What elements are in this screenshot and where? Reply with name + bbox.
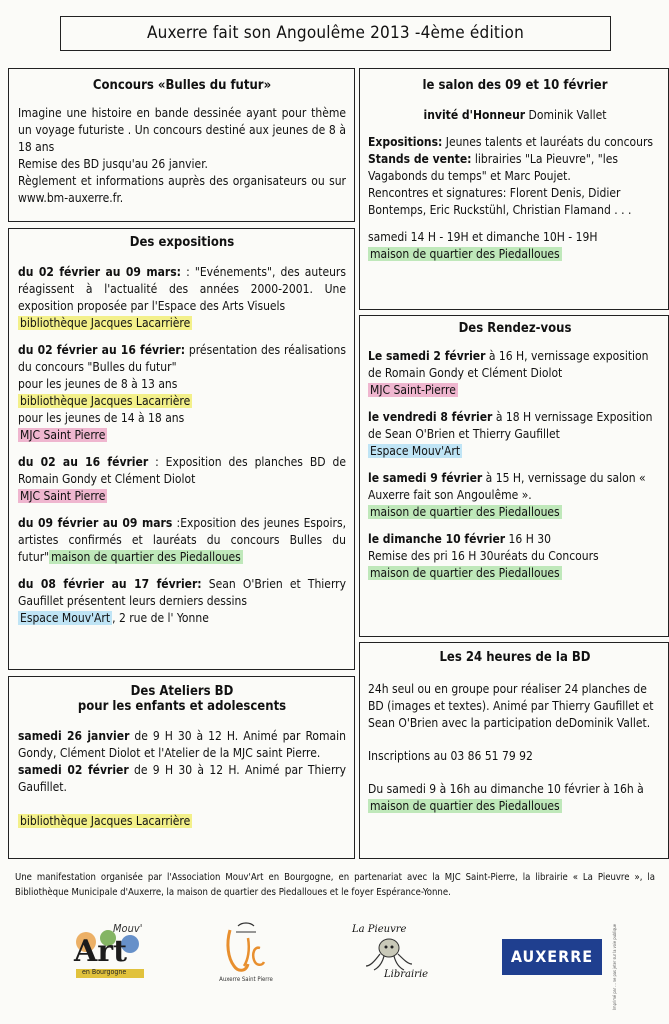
mouvart-top-text: Mouv' xyxy=(113,922,143,935)
side-print-text: Imprimé par ... ne pas jeter sur la voie publique xyxy=(612,924,617,1010)
rdv-1-date: Le samedi 2 février xyxy=(368,349,486,363)
concours-heading: Concours «Bulles du futur» xyxy=(92,78,272,93)
rdv-4-text: 16 H 30 xyxy=(505,532,551,546)
rdv-1-place: MJC Saint-Pierre xyxy=(370,383,456,397)
salon-expo-label: Expositions: xyxy=(368,135,443,149)
h24-text: 24h seul ou en groupe pour réaliser 24 planches de BD (images et textes). Animé par Thierry Gaufillet et Sean O'Brien avec la participation deDominik Vallet. xyxy=(368,682,654,730)
expositions-box xyxy=(8,228,355,670)
concours-box xyxy=(8,68,355,222)
expositions-heading: Des expositions xyxy=(129,235,235,250)
salon-stands-label: Stands de vente: xyxy=(368,152,472,166)
atelier-2-text: de 9 H 30 à 12 H. Animé par Thierry Gaufillet. xyxy=(18,763,346,794)
expo-2-line3: pour les jeunes de 14 à 18 ans xyxy=(18,411,185,425)
salon-box xyxy=(359,68,669,310)
octopus-icon xyxy=(364,936,414,972)
expo-2-place-1: bibliothèque Jacques Lacarrière xyxy=(20,394,191,408)
salon-rencontres: Rencontres et signatures: Florent Denis, Didier Bontemps, Eric Ruckstühl, Christian Flamand . . . xyxy=(368,186,632,217)
expo-1-text: : "Evénements", des auteurs réagissent à l'actualité des années 2000-2001. Une exposition proposée par l'Espace des Arts Visuels xyxy=(18,265,346,313)
expo-4-date: du 09 février au 09 mars xyxy=(18,516,173,530)
salon-hours: samedi 14 H - 19H et dimanche 10H - 19H xyxy=(368,230,598,244)
pieuvre-logo xyxy=(346,924,436,984)
expo-2-place-2: MJC Saint Pierre xyxy=(20,428,106,442)
expo-4-place: maison de quartier des Piedalloues xyxy=(51,550,241,564)
salon-place: maison de quartier des Piedalloues xyxy=(370,247,560,261)
auxerre-logo: AUXERRE xyxy=(502,939,602,975)
mouvart-main-text: Art xyxy=(74,934,127,969)
ateliers-heading-2: pour les enfants et adolescents xyxy=(77,699,287,714)
expo-5-text: Sean O'Brien et Thierry Gaufillet présentent leurs derniers dessins xyxy=(18,577,346,608)
atelier-1-date: samedi 26 janvier xyxy=(18,729,130,743)
footer-text: Une manifestation organisée par l'Association Mouv'Art en Bourgogne, en partenariat avec la MJC Saint-Pierre, la librairie « La Pieuvre », la Bibliothèque Municipale d'Auxerre, la maison de quartier des Piedalloues et le foyer Espérance-Yonne. xyxy=(15,872,655,898)
concours-text-2: Remise des BD jusqu'au 26 janvier. xyxy=(18,157,208,171)
rdv-3-place: maison de quartier des Piedalloues xyxy=(370,505,560,519)
concours-text-3: Règlement et informations auprès des organisateurs ou sur www.bm-auxerre.fr. xyxy=(18,174,346,205)
expo-5-tail: , 2 rue de l' Yonne xyxy=(112,611,209,625)
expo-1-place: bibliothèque Jacques Lacarrière xyxy=(20,316,191,330)
salon-expo-text: Jeunes talents et lauréats du concours xyxy=(442,135,654,149)
expo-3-text: : Exposition des planches BD de Romain Gondy et Clément Diolot xyxy=(18,455,346,486)
rdv-3-date: le samedi 9 février xyxy=(368,471,483,485)
salon-guest-label: invité d'Honneur xyxy=(423,108,526,122)
h24-inscriptions: Inscriptions au 03 86 51 79 92 xyxy=(368,749,533,763)
atelier-2-date: samedi 02 février xyxy=(18,763,129,777)
rdv-2-date: le vendredi 8 février xyxy=(368,410,493,424)
expo-5-date: du 08 février au 17 février: xyxy=(18,577,202,591)
pieuvre-top-text: La Pieuvre xyxy=(352,924,407,935)
concours-text-1: Imagine une histoire en bande dessinée ayant pour thème un voyage futuriste . Un concours destiné aux jeunes de 8 à 18 ans xyxy=(18,106,346,154)
expo-3-date: du 02 au 16 février xyxy=(18,455,149,469)
rdv-4-date: le dimanche 10 février xyxy=(368,532,506,546)
expo-1-date: du 02 février au 09 mars: xyxy=(18,265,181,279)
h24-box xyxy=(359,642,669,859)
rdv-3-text: à 15 H, vernissage du salon « Auxerre fait son Angoulême ». xyxy=(368,471,646,502)
rdv-1-text: à 16 H, vernissage exposition de Romain Gondy et Clément Diolot xyxy=(368,349,649,380)
pieuvre-bottom-text: Librairie xyxy=(384,969,429,980)
expo-2-line2: pour les jeunes de 8 à 13 ans xyxy=(18,377,178,391)
mjc-logo xyxy=(216,920,276,988)
h24-heading: Les 24 heures de la BD xyxy=(439,650,591,665)
salon-stands-text: librairies "La Pieuvre", "les Vagabonds du temps" et Marc Poujet. xyxy=(368,152,618,183)
mouvart-logo xyxy=(68,922,163,982)
h24-when: Du samedi 9 à 16h au dimanche 10 février à 16h à xyxy=(368,782,644,796)
rdv-4-line2: Remise des pri 16 H 30uréats du Concours xyxy=(368,549,599,563)
expo-5-place: Espace Mouv'Art xyxy=(20,611,111,625)
rendezvous-heading: Des Rendez-vous xyxy=(458,321,572,336)
ateliers-place: bibliothèque Jacques Lacarrière xyxy=(20,814,191,828)
mouvart-sub-text: en Bourgogne xyxy=(82,968,127,976)
page-title: Auxerre fait son Angoulême 2013 -4ème édition xyxy=(60,16,611,51)
h24-place: maison de quartier des Piedalloues xyxy=(370,799,560,813)
expo-2-date: du 02 février au 16 février: xyxy=(18,343,186,357)
rdv-2-text: à 18 H vernissage Exposition de Sean O'Brien et Thierry Gaufillet xyxy=(368,410,653,441)
ateliers-heading-1: Des Ateliers BD xyxy=(130,684,234,699)
expo-2-text: présentation des réalisations du concours "Bulles du futur" xyxy=(18,343,346,374)
mjc-caption: Auxerre Saint Pierre xyxy=(219,976,273,983)
expo-3-place: MJC Saint Pierre xyxy=(20,489,106,503)
salon-heading: le salon des 09 et 10 février xyxy=(422,78,608,93)
salon-guest-name: Dominik Vallet xyxy=(525,108,607,122)
ateliers-box xyxy=(8,676,355,859)
atelier-1-text: de 9 H 30 à 12 H. Animé par Romain Gondy, Clément Diolot et l'Atelier de la MJC saint Pierre. xyxy=(18,729,346,760)
rdv-4-place: maison de quartier des Piedalloues xyxy=(370,566,560,580)
rendezvous-box xyxy=(359,315,669,637)
rdv-2-place: Espace Mouv'Art xyxy=(370,444,461,458)
expo-4-text: :Exposition des jeunes Espoirs, artistes confirmés et lauréats du concours Bulles du futur" xyxy=(18,516,347,564)
